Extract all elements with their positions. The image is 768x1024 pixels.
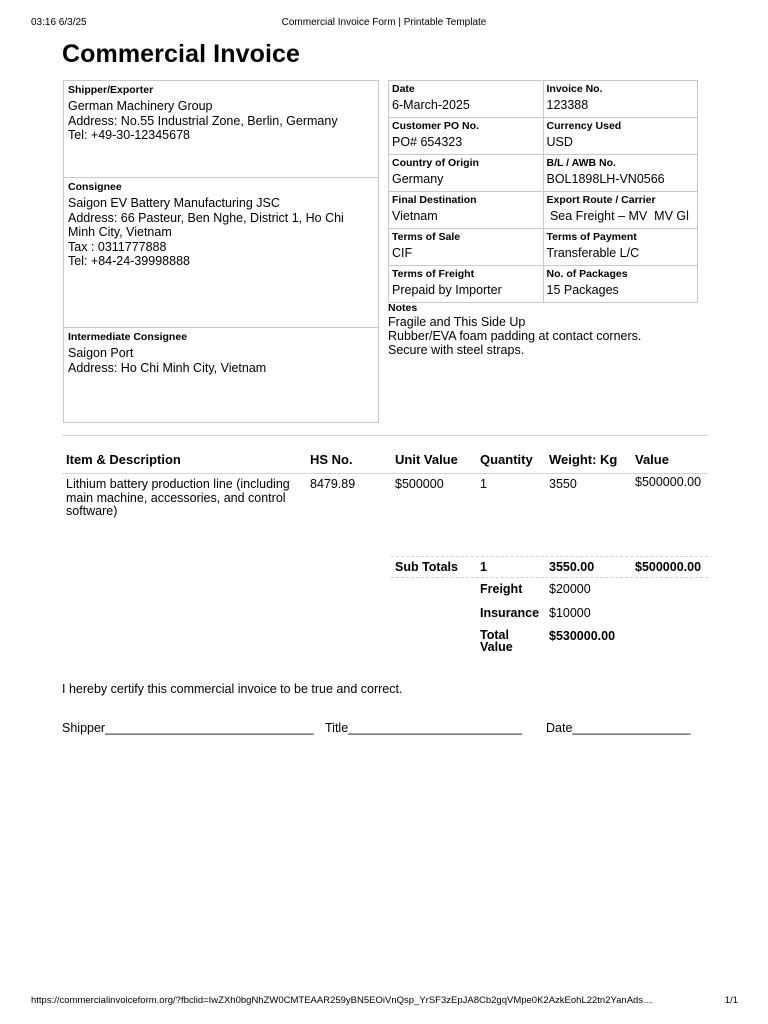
meta-row — [389, 266, 698, 303]
date-signature: Date_________________ — [546, 721, 691, 735]
meta-label: B/L / AWB No. — [546, 157, 616, 169]
subtotal-weight: 3550.00 — [549, 560, 595, 574]
header-value: Value — [635, 452, 669, 467]
header-description: Item & Description — [66, 452, 181, 467]
item-quantity: 1 — [480, 477, 487, 491]
consignee-box — [63, 177, 379, 328]
items-table — [62, 448, 708, 554]
intermediate-address: Address: Ho Chi Minh City, Vietnam — [68, 360, 267, 375]
meta-label: Currency Used — [546, 120, 622, 132]
meta-value: Transferable L/C — [546, 246, 640, 260]
shipper-label: Shipper/Exporter — [68, 84, 154, 96]
meta-label: Country of Origin — [392, 157, 479, 169]
meta-value: Germany — [392, 172, 444, 186]
meta-value: 123388 — [546, 98, 589, 112]
item-hs: 8479.89 — [310, 477, 356, 491]
print-timestamp: 03:16 6/3/25 — [31, 17, 87, 28]
meta-value: 15 Packages — [546, 283, 619, 297]
table-row — [62, 474, 708, 554]
subtotals-row — [391, 556, 708, 578]
meta-date — [389, 81, 544, 118]
insurance-label: Insurance — [480, 606, 540, 620]
print-url: https://commercialinvoiceform.org/?fbclid=IwZXh0bgNhZW0CMTEAAR259yBN5EOiVnQsp_YrSF3zEpJA8Cb2gqVMpe0K2AzkEohL22tn2YanAds… — [31, 995, 653, 1006]
subtotal-quantity: 1 — [480, 560, 487, 574]
meta-row — [389, 229, 698, 266]
consignee-address: Address: 66 Pasteur, Ben Nghe, District 1, Ho Chi Minh City, Vietnam — [68, 210, 344, 239]
meta-label: Terms of Payment — [546, 231, 637, 243]
insurance-value: $10000 — [549, 606, 591, 620]
invoice-title: Commercial Invoice — [62, 40, 301, 68]
meta-label: Customer PO No. — [392, 120, 479, 132]
shipper-box — [63, 80, 379, 178]
intermediate-consignee-box — [63, 327, 379, 423]
meta-packages — [544, 266, 699, 303]
subtotals-label: Sub Totals — [395, 560, 458, 574]
meta-label: Final Destination — [392, 194, 477, 206]
consignee-label: Consignee — [68, 181, 122, 193]
total-label-line: Total — [480, 628, 509, 642]
meta-label: Export Route / Carrier — [546, 194, 656, 206]
shipper-tel: Tel: +49-30-12345678 — [68, 128, 190, 142]
meta-bl-awb — [544, 155, 699, 192]
print-header — [0, 17, 768, 31]
shipper-address: Address: No.55 Industrial Zone, Berlin, Germany — [68, 113, 338, 128]
meta-terms-freight — [389, 266, 544, 303]
item-description: Lithium battery production line (including main machine, accessories, and control software) — [66, 477, 290, 518]
shipper-name: German Machinery Group — [68, 99, 213, 113]
item-value: $500000.00 — [635, 475, 702, 489]
freight-label: Freight — [480, 582, 523, 596]
meta-country-origin — [389, 155, 544, 192]
meta-label: Invoice No. — [546, 83, 603, 95]
title-signature: Title_________________________ — [325, 721, 522, 735]
meta-value: Vietnam — [392, 209, 438, 223]
meta-value: Sea Freight – MV MV Gl — [546, 209, 689, 223]
subtotal-value: $500000.00 — [635, 560, 702, 574]
meta-row — [389, 81, 698, 118]
meta-label: Terms of Sale — [392, 231, 461, 243]
meta-terms-payment — [544, 229, 699, 266]
meta-label: Terms of Freight — [392, 268, 475, 280]
print-page-number: 1/1 — [724, 995, 738, 1006]
meta-row — [389, 155, 698, 192]
freight-value: $20000 — [549, 582, 591, 596]
total-value-label — [480, 629, 513, 653]
print-footer — [0, 995, 768, 1009]
intermediate-label: Intermediate Consignee — [68, 331, 188, 343]
meta-value: USD — [546, 135, 573, 149]
meta-value: BOL1898LH-VN0566 — [546, 172, 665, 186]
item-unit-value: $500000 — [395, 477, 444, 491]
consignee-tax: Tax : 0311777888 — [68, 239, 167, 254]
consignee-tel: Tel: +84-24-39998888 — [68, 254, 190, 268]
notes-line: Secure with steel straps. — [388, 343, 525, 357]
meta-value: 6-March-2025 — [392, 98, 470, 112]
items-header-row — [62, 448, 708, 474]
certification-statement: I hereby certify this commercial invoice to be true and correct. — [62, 682, 403, 696]
meta-value: PO# 654323 — [392, 135, 463, 149]
meta-row — [389, 118, 698, 155]
print-page-title: Commercial Invoice Form | Printable Template — [281, 17, 487, 28]
invoice-meta-grid — [388, 80, 698, 303]
notes-line: Fragile and This Side Up — [388, 315, 526, 329]
item-weight: 3550 — [549, 477, 577, 491]
meta-final-destination — [389, 192, 544, 229]
total-value: $530000.00 — [549, 629, 616, 643]
total-label-line: Value — [480, 640, 513, 654]
shipper-signature: Shipper______________________________ — [62, 721, 314, 735]
header-weight: Weight: Kg — [549, 452, 618, 467]
meta-value: Prepaid by Importer — [392, 283, 502, 297]
meta-export-route — [544, 192, 699, 229]
intermediate-name: Saigon Port — [68, 346, 134, 360]
meta-label: No. of Packages — [546, 268, 628, 280]
meta-currency — [544, 118, 699, 155]
header-hs: HS No. — [310, 452, 353, 467]
meta-terms-sale — [389, 229, 544, 266]
meta-label: Date — [392, 83, 415, 95]
consignee-name: Saigon EV Battery Manufacturing JSC — [68, 196, 280, 210]
meta-value: CIF — [392, 246, 413, 260]
meta-customer-po — [389, 118, 544, 155]
notes-line: Rubber/EVA foam padding at contact corners. — [388, 329, 642, 343]
notes-label: Notes — [388, 302, 418, 314]
notes-section — [388, 302, 708, 357]
header-unit-value: Unit Value — [395, 452, 458, 467]
header-quantity: Quantity — [480, 452, 533, 467]
totals-section — [391, 556, 708, 654]
section-divider — [62, 435, 708, 436]
meta-row — [389, 192, 698, 229]
meta-invoice-no — [544, 81, 699, 118]
